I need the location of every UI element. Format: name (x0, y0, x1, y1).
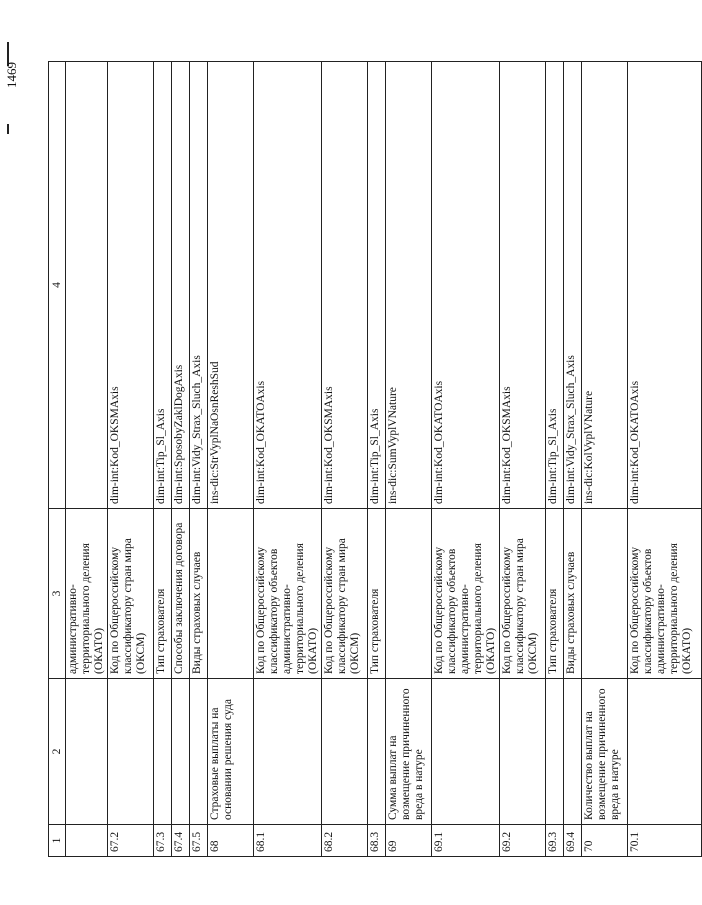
row-number-cell: 70.1 (628, 825, 702, 857)
table-row (546, 62, 564, 857)
indicator-name-cell (564, 679, 582, 825)
dimension-cell: Код по Общероссийскому классификатору стран мира (ОКСМ) (322, 509, 368, 679)
row-number-cell: 69 (386, 825, 432, 857)
table-row (322, 62, 368, 857)
dimension-cell (386, 509, 432, 679)
dimension-cell: административно-территориального деления (ОКАТО) (66, 509, 108, 679)
row-number-cell: 68.3 (368, 825, 386, 857)
code-cell: dim-int:Kod_OKATOAxis (432, 62, 500, 509)
header-cell: 4 (49, 62, 66, 509)
row-number-cell (66, 825, 108, 857)
table-row (66, 62, 108, 857)
indicator-name-cell (108, 679, 154, 825)
code-cell: dim-int:Kod_OKATOAxis (254, 62, 322, 509)
dimension-cell: Тип страхователя (546, 509, 564, 679)
indicator-name-cell (322, 679, 368, 825)
indicator-name-cell: Страховые выплаты на основании решения суда (208, 679, 254, 825)
dimension-cell: Код по Общероссийскому классификатору объектов административно-территориального деления (ОКАТО) (432, 509, 500, 679)
code-cell: dim-int:Vidy_Strax_Sluch_Axis (564, 62, 582, 509)
code-cell: dim-int:SposobyZaklDogAxis (172, 62, 190, 509)
table-row (564, 62, 582, 857)
rotated-page (4, 62, 693, 857)
data-table (48, 61, 702, 857)
indicator-name-cell (254, 679, 322, 825)
table-row (190, 62, 208, 857)
table-row (582, 62, 628, 857)
code-cell: dim-int:Tip_Sl_Axis (546, 62, 564, 509)
indicator-name-cell (368, 679, 386, 825)
dimension-cell: Код по Общероссийскому классификатору стран мира (ОКСМ) (500, 509, 546, 679)
indicator-name-cell (172, 679, 190, 825)
code-cell: dim-int:Kod_OKATOAxis (628, 62, 702, 509)
dimension-cell: Код по Общероссийскому классификатору объектов административно-территориального деления (ОКАТО) (254, 509, 322, 679)
table-row (254, 62, 322, 857)
page-number: 1469 (4, 62, 19, 88)
indicator-name-cell (546, 679, 564, 825)
table-row (432, 62, 500, 857)
table-row (628, 62, 702, 857)
row-number-cell: 67.5 (190, 825, 208, 857)
row-number-cell: 68.1 (254, 825, 322, 857)
code-cell: ins-dic:SumVyplVNature (386, 62, 432, 509)
indicator-name-cell: Количество выплат на возмещение причиненного вреда в натуре (582, 679, 628, 825)
dimension-cell: Способы заключения договора (172, 509, 190, 679)
header-cell: 3 (49, 509, 66, 679)
row-number-cell: 67.2 (108, 825, 154, 857)
indicator-name-cell (500, 679, 546, 825)
dimension-cell: Тип страхователя (154, 509, 172, 679)
row-number-cell: 69.4 (564, 825, 582, 857)
code-cell: ins-dic:StrVyplNaOsnReshSud (208, 62, 254, 509)
table-row (500, 62, 546, 857)
header-cell: 1 (49, 825, 66, 857)
table-row (108, 62, 154, 857)
table-row (208, 62, 254, 857)
indicator-name-cell (190, 679, 208, 825)
code-cell: dim-int:Kod_OKSMAxis (500, 62, 546, 509)
header-cell: 2 (49, 679, 66, 825)
table-row (386, 62, 432, 857)
dimension-cell: Виды страховых случаев (564, 509, 582, 679)
code-cell: dim-int:Vidy_Strax_Sluch_Axis (190, 62, 208, 509)
row-number-cell: 67.4 (172, 825, 190, 857)
row-number-cell: 69.1 (432, 825, 500, 857)
indicator-name-cell (154, 679, 172, 825)
indicator-name-cell (432, 679, 500, 825)
dimension-cell: Тип страхователя (368, 509, 386, 679)
dimension-cell: Код по Общероссийскому классификатору стран мира (ОКСМ) (108, 509, 154, 679)
dimension-cell (582, 509, 628, 679)
code-cell: dim-int:Tip_Sl_Axis (154, 62, 172, 509)
row-number-cell: 67.3 (154, 825, 172, 857)
code-cell: dim-int:Kod_OKSMAxis (322, 62, 368, 509)
dimension-cell: Код по Общероссийскому классификатору объектов административно-территориального деления (ОКАТО) (628, 509, 702, 679)
dimension-cell (208, 509, 254, 679)
code-cell (66, 62, 108, 509)
table-row (368, 62, 386, 857)
indicator-name-cell (628, 679, 702, 825)
table-row (154, 62, 172, 857)
row-number-cell: 70 (582, 825, 628, 857)
indicator-name-cell: Сумма выплат на возмещение причиненного вреда в натуре (386, 679, 432, 825)
row-number-cell: 68.2 (322, 825, 368, 857)
dimension-cell: Виды страховых случаев (190, 509, 208, 679)
row-number-cell: 69.3 (546, 825, 564, 857)
code-cell: dim-int:Kod_OKSMAxis (108, 62, 154, 509)
table-row (172, 62, 190, 857)
header-row (49, 62, 66, 857)
row-number-cell: 68 (208, 825, 254, 857)
code-cell: dim-int:Tip_Sl_Axis (368, 62, 386, 509)
code-cell: ins-dic:KolVyplVNature (582, 62, 628, 509)
row-number-cell: 69.2 (500, 825, 546, 857)
indicator-name-cell (66, 679, 108, 825)
